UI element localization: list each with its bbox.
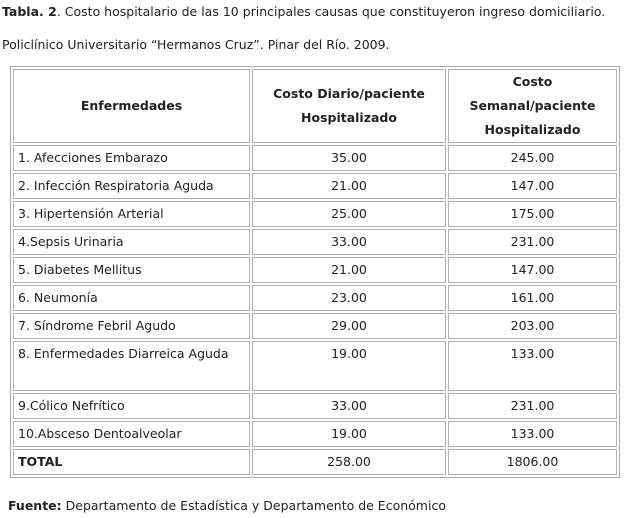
cell-daily-cost: 35.00 [252, 145, 446, 171]
cell-daily-cost: 21.00 [252, 173, 446, 199]
header-costo-semanal: Costo Semanal/paciente Hospitalizado [448, 69, 617, 143]
header-costo-diario: Costo Diario/paciente Hospitalizado [252, 69, 446, 143]
cell-weekly-cost: 245.00 [448, 145, 617, 171]
cell-disease: 3. Hipertensión Arterial [13, 201, 250, 227]
cell-daily-cost: 21.00 [252, 257, 446, 283]
cell-weekly-cost: 147.00 [448, 173, 617, 199]
table-row [13, 341, 617, 391]
table-row [13, 393, 617, 419]
cell-weekly-cost: 161.00 [448, 285, 617, 311]
cell-daily-cost: 33.00 [252, 393, 446, 419]
table-row [13, 145, 617, 171]
cell-disease: 9.Cólico Nefrítico [13, 393, 250, 419]
total-weekly-cost: 1806.00 [448, 449, 617, 475]
table-row [13, 257, 617, 283]
cell-disease: 2. Infección Respiratoria Aguda [13, 173, 250, 199]
header-enfermedades: Enfermedades [13, 69, 250, 143]
cell-weekly-cost: 133.00 [448, 341, 617, 391]
table-row [13, 201, 617, 227]
table-label: Tabla. 2 [2, 4, 57, 19]
cell-daily-cost: 19.00 [252, 421, 446, 447]
caption-text: . Costo hospitalario de las 10 principales causas que constituyeron ingreso domiciliario. [56, 4, 606, 19]
table-caption [2, 4, 605, 19]
source-label: Fuente: [8, 498, 62, 513]
source-note [8, 498, 446, 513]
source-text: Departamento de Estadística y Departamento de Económico [61, 498, 446, 513]
cost-table [10, 66, 620, 478]
cell-daily-cost: 33.00 [252, 229, 446, 255]
total-row [13, 449, 617, 475]
table-row [13, 229, 617, 255]
cell-weekly-cost: 231.00 [448, 229, 617, 255]
total-daily-cost: 258.00 [252, 449, 446, 475]
cell-disease: 8. Enfermedades Diarreica Aguda [13, 341, 250, 391]
cell-disease: 4.Sepsis Urinaria [13, 229, 250, 255]
cell-daily-cost: 29.00 [252, 313, 446, 339]
cell-disease: 7. Síndrome Febril Agudo [13, 313, 250, 339]
cell-weekly-cost: 133.00 [448, 421, 617, 447]
cell-daily-cost: 23.00 [252, 285, 446, 311]
cell-disease: 10.Absceso Dentoalveolar [13, 421, 250, 447]
cell-weekly-cost: 231.00 [448, 393, 617, 419]
cell-disease: 6. Neumonía [13, 285, 250, 311]
cell-daily-cost: 19.00 [252, 341, 446, 391]
cell-daily-cost: 25.00 [252, 201, 446, 227]
cell-weekly-cost: 203.00 [448, 313, 617, 339]
cell-weekly-cost: 147.00 [448, 257, 617, 283]
table-row [13, 285, 617, 311]
table-row [13, 313, 617, 339]
table-row [13, 173, 617, 199]
cell-disease: 5. Diabetes Mellitus [13, 257, 250, 283]
cell-weekly-cost: 175.00 [448, 201, 617, 227]
header-row [13, 69, 617, 143]
caption-line2: Policlínico Universitario “Hermanos Cruz”. Pinar del Río. 2009. [2, 37, 390, 52]
total-label: TOTAL [13, 449, 250, 475]
table-row [13, 421, 617, 447]
cell-disease: 1. Afecciones Embarazo [13, 145, 250, 171]
